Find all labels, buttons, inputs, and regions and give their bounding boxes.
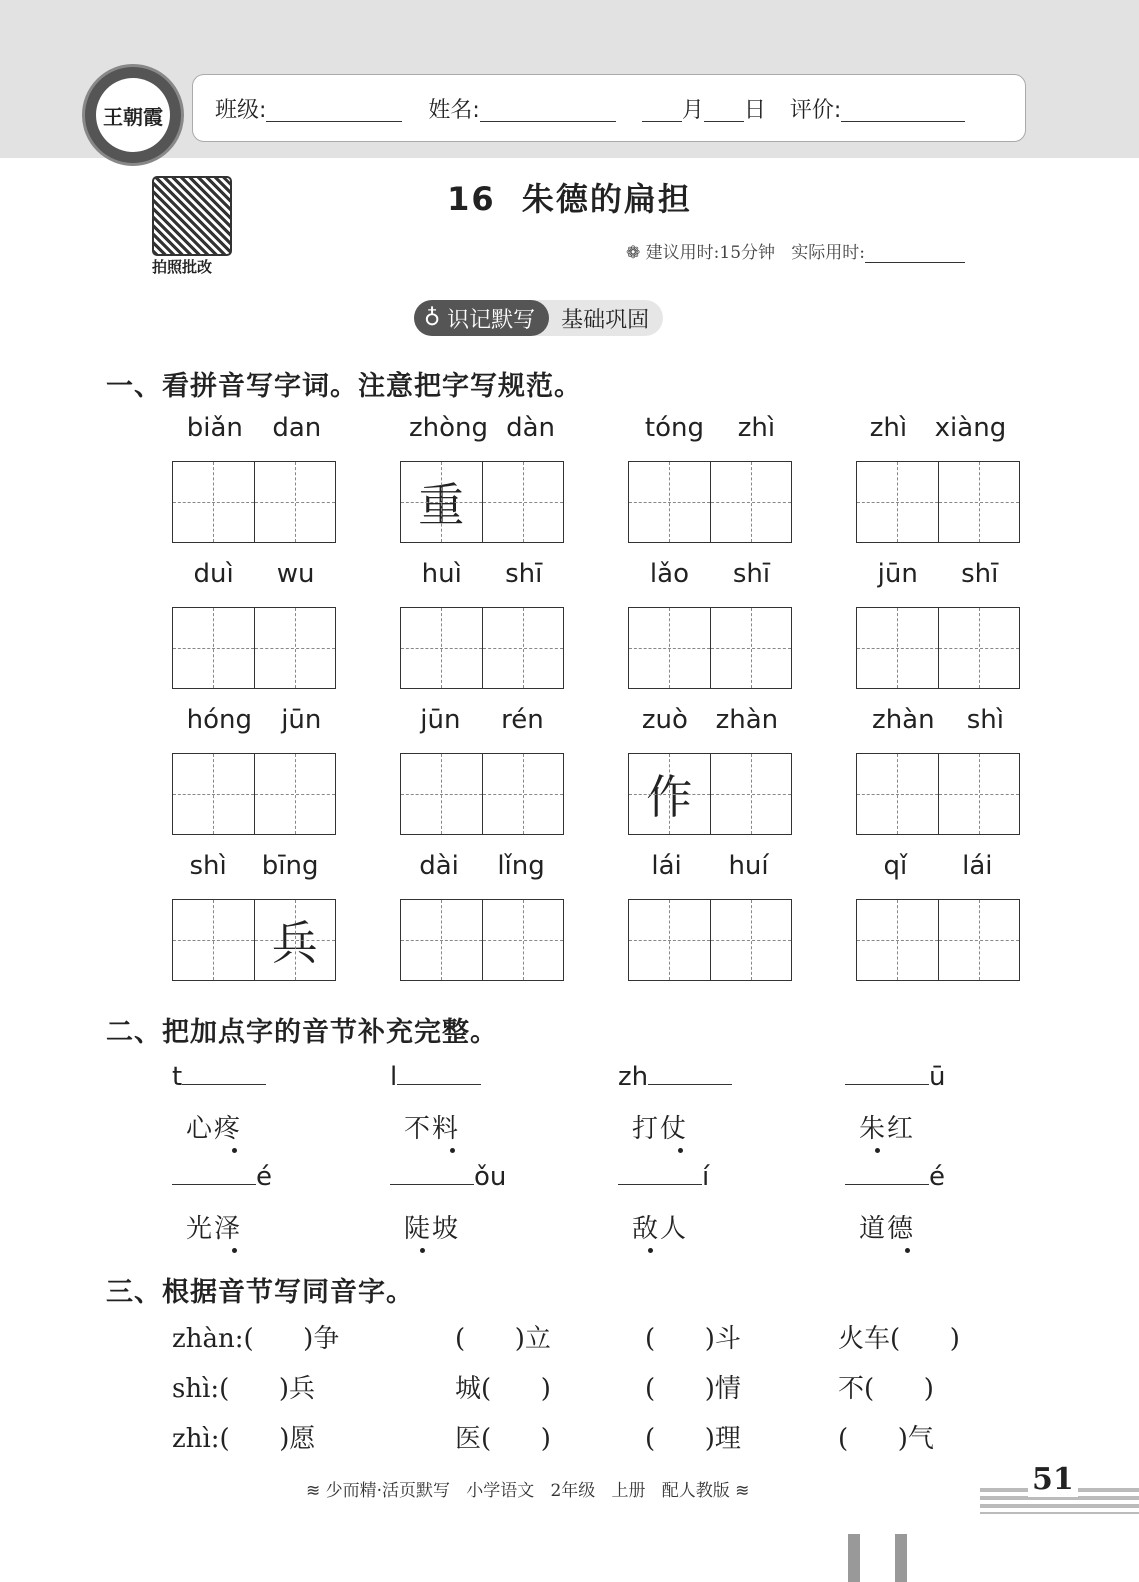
syllable-blank[interactable] bbox=[172, 1160, 272, 1192]
emphasis-dot bbox=[678, 1148, 683, 1153]
qr-label: 拍照批改 bbox=[152, 258, 213, 276]
day-field[interactable] bbox=[704, 95, 744, 122]
syllable-blank[interactable] bbox=[390, 1160, 506, 1192]
pinyin-syllable: bīng bbox=[261, 851, 319, 881]
syllable-blank[interactable] bbox=[172, 1060, 266, 1092]
syllable-suffix: ū bbox=[929, 1062, 946, 1092]
writing-grid bbox=[856, 461, 1020, 543]
writing-cell[interactable] bbox=[483, 608, 564, 688]
syllable-suffix: í bbox=[702, 1162, 710, 1192]
writing-cell[interactable] bbox=[401, 608, 483, 688]
name-label: 姓名: bbox=[428, 97, 480, 123]
emphasis-dot bbox=[232, 1248, 237, 1253]
grade-label: 评价: bbox=[789, 97, 842, 123]
pinyin bbox=[856, 851, 1020, 881]
writing-cell[interactable] bbox=[173, 900, 255, 980]
writing-grid bbox=[628, 753, 792, 835]
writing-grid bbox=[628, 607, 792, 689]
writing-cell[interactable] bbox=[857, 900, 939, 980]
section1-heading: 一、看拼音写字词。注意把字写规范。 bbox=[106, 371, 582, 402]
homophone-blank[interactable]: 城( ) bbox=[455, 1374, 551, 1404]
pinyin-syllable: huì bbox=[421, 559, 462, 589]
emphasis-dot bbox=[905, 1248, 910, 1253]
dotted-word: 陡坡 bbox=[404, 1214, 461, 1244]
pinyin-syllable: jūn bbox=[877, 559, 918, 589]
publisher-logo: 王朝霞 bbox=[82, 64, 184, 166]
homophone-blank[interactable]: zhì:( )愿 bbox=[172, 1424, 316, 1454]
syllable-prefix: t bbox=[172, 1062, 183, 1092]
blank-line[interactable] bbox=[172, 1160, 256, 1185]
month-field[interactable] bbox=[642, 95, 682, 122]
syllable-blank[interactable] bbox=[390, 1060, 481, 1092]
homophone-blank[interactable]: 不( ) bbox=[838, 1374, 934, 1404]
pinyin-syllable: jūn bbox=[420, 705, 461, 735]
homophone-blank[interactable]: zhàn:( )争 bbox=[172, 1324, 340, 1354]
clock-icon: ❁ bbox=[626, 243, 646, 263]
dotted-word: 打仗 bbox=[632, 1114, 689, 1144]
month-label: 月 bbox=[681, 97, 704, 123]
writing-grid bbox=[856, 753, 1020, 835]
pinyin-syllable: rén bbox=[501, 705, 544, 735]
pinyin-syllable: qǐ bbox=[883, 851, 908, 881]
writing-cell[interactable] bbox=[173, 754, 255, 834]
homophone-blank[interactable]: 医( ) bbox=[455, 1424, 551, 1454]
writing-grid bbox=[172, 899, 336, 981]
pinyin-syllable: shì bbox=[189, 851, 227, 881]
class-label: 班级: bbox=[215, 97, 267, 123]
writing-cell[interactable] bbox=[255, 462, 336, 542]
pinyin-syllable: shī bbox=[732, 559, 771, 589]
writing-cell[interactable]: 重 bbox=[401, 462, 483, 542]
pinyin-syllable: shì bbox=[966, 705, 1004, 735]
pinyin bbox=[628, 413, 792, 443]
pinyin bbox=[172, 851, 336, 881]
writing-grid bbox=[172, 461, 336, 543]
pinyin-syllable: lái bbox=[651, 851, 682, 881]
pinyin-syllable: zhì bbox=[737, 413, 776, 443]
page-number: 51 bbox=[1028, 1462, 1078, 1497]
writing-grid bbox=[856, 607, 1020, 689]
writing-cell[interactable] bbox=[173, 462, 255, 542]
pinyin-syllable: huí bbox=[728, 851, 769, 881]
homophone-blank[interactable]: ( )气 bbox=[838, 1424, 934, 1454]
writing-cell[interactable] bbox=[483, 754, 564, 834]
dotted-word: 敌人 bbox=[632, 1214, 689, 1244]
dotted-word: 光泽 bbox=[186, 1214, 243, 1244]
blank-line[interactable] bbox=[397, 1060, 481, 1085]
pinyin-syllable: duì bbox=[193, 559, 234, 589]
emphasis-dot bbox=[450, 1148, 455, 1153]
pinyin bbox=[400, 851, 564, 881]
actual-time-field[interactable] bbox=[865, 246, 965, 263]
writing-cell[interactable] bbox=[939, 608, 1020, 688]
pinyin bbox=[628, 851, 792, 881]
pinyin-syllable: dàn bbox=[506, 413, 555, 443]
writing-cell[interactable]: 兵 bbox=[255, 900, 336, 980]
syllable-suffix: é bbox=[929, 1162, 945, 1192]
homophone-blank[interactable]: ( )情 bbox=[645, 1374, 741, 1404]
writing-cell[interactable] bbox=[629, 608, 711, 688]
blank-line[interactable] bbox=[618, 1160, 702, 1185]
student-info-box bbox=[192, 74, 1026, 142]
homophone-blank[interactable]: shì:( )兵 bbox=[172, 1374, 316, 1404]
writing-cell[interactable] bbox=[711, 608, 792, 688]
writing-cell[interactable] bbox=[857, 608, 939, 688]
medal-icon: ♁ bbox=[424, 305, 448, 331]
page-title: 16 朱德的扁担 bbox=[447, 180, 692, 218]
blank-line[interactable] bbox=[182, 1060, 266, 1085]
pinyin-syllable: biǎn bbox=[186, 413, 243, 443]
writing-cell[interactable] bbox=[173, 608, 255, 688]
dotted-word: 不料 bbox=[404, 1114, 461, 1144]
day-label: 日 bbox=[743, 97, 766, 123]
actual-time-label: 实际用时: bbox=[791, 243, 865, 263]
dotted-word: 道德 bbox=[859, 1214, 916, 1244]
pinyin bbox=[172, 559, 336, 589]
pinyin bbox=[172, 413, 336, 443]
grade-field[interactable] bbox=[841, 95, 965, 122]
blank-line[interactable] bbox=[845, 1060, 929, 1085]
pinyin-syllable: xiàng bbox=[934, 413, 1007, 443]
pinyin-syllable: shī bbox=[961, 559, 999, 589]
writing-grid bbox=[400, 899, 564, 981]
pinyin bbox=[628, 705, 792, 735]
writing-grid bbox=[856, 899, 1020, 981]
writing-cell[interactable]: 作 bbox=[629, 754, 711, 834]
writing-grid bbox=[400, 607, 564, 689]
emphasis-dot bbox=[232, 1148, 237, 1153]
section2-heading: 二、把加点字的音节补充完整。 bbox=[106, 1017, 498, 1048]
blank-line[interactable] bbox=[648, 1060, 732, 1085]
syllable-prefix: l bbox=[390, 1062, 398, 1092]
pinyin-syllable: zuò bbox=[641, 705, 688, 735]
writing-cell[interactable] bbox=[857, 754, 939, 834]
section-badge bbox=[414, 300, 663, 336]
pinyin-syllable: zhòng bbox=[409, 413, 489, 443]
writing-grid bbox=[400, 461, 564, 543]
edge-mark bbox=[848, 1534, 860, 1582]
writing-grid bbox=[172, 753, 336, 835]
syllable-prefix: zh bbox=[618, 1062, 649, 1092]
edge-mark bbox=[895, 1534, 907, 1582]
syllable-suffix: ǒu bbox=[474, 1162, 507, 1192]
pinyin-syllable: lǎo bbox=[649, 559, 689, 589]
class-field[interactable] bbox=[266, 95, 402, 122]
badge-sub: 基础巩固 bbox=[561, 307, 650, 333]
pinyin-syllable: hóng bbox=[186, 705, 252, 735]
homophone-blank[interactable]: ( )斗 bbox=[645, 1324, 741, 1354]
emphasis-dot bbox=[420, 1248, 425, 1253]
writing-grid bbox=[400, 753, 564, 835]
dotted-word: 心疼 bbox=[186, 1114, 243, 1144]
writing-cell[interactable] bbox=[629, 462, 711, 542]
section3-heading: 三、根据音节写同音字。 bbox=[106, 1277, 414, 1308]
syllable-blank[interactable] bbox=[845, 1060, 945, 1092]
writing-grid bbox=[628, 461, 792, 543]
pinyin bbox=[400, 413, 564, 443]
writing-cell[interactable] bbox=[939, 900, 1020, 980]
writing-cell[interactable] bbox=[401, 754, 483, 834]
writing-grid bbox=[172, 607, 336, 689]
pinyin-syllable: lái bbox=[962, 851, 993, 881]
pinyin-syllable: zhàn bbox=[872, 705, 935, 735]
pinyin bbox=[400, 559, 564, 589]
pinyin-syllable: tóng bbox=[644, 413, 704, 443]
writing-cell[interactable] bbox=[711, 754, 792, 834]
pinyin-syllable: dài bbox=[419, 851, 459, 881]
pinyin-syllable: wu bbox=[276, 559, 315, 589]
homophone-blank[interactable]: ( )立 bbox=[455, 1324, 551, 1354]
pinyin-syllable: zhì bbox=[869, 413, 908, 443]
pinyin-syllable: lǐng bbox=[497, 851, 545, 881]
syllable-suffix: é bbox=[256, 1162, 272, 1192]
homophone-blank[interactable]: ( )理 bbox=[645, 1424, 741, 1454]
pinyin-syllable: shī bbox=[505, 559, 543, 589]
writing-cell[interactable] bbox=[711, 462, 792, 542]
name-field[interactable] bbox=[480, 95, 616, 122]
suggested-time: 建议用时:15分钟 bbox=[645, 243, 776, 263]
syllable-blank[interactable] bbox=[618, 1160, 709, 1192]
pinyin bbox=[856, 705, 1020, 735]
dotted-word: 朱红 bbox=[859, 1114, 916, 1144]
writing-cell[interactable] bbox=[939, 462, 1020, 542]
pinyin-syllable: jūn bbox=[281, 705, 322, 735]
writing-cell[interactable] bbox=[857, 462, 939, 542]
badge-main: 识记默写 bbox=[447, 307, 536, 333]
writing-cell[interactable] bbox=[255, 608, 336, 688]
homophone-blank[interactable]: 火车( ) bbox=[838, 1324, 960, 1354]
syllable-blank[interactable] bbox=[845, 1160, 945, 1192]
footer-text: ≋ 少而精·活页默写 小学语文 2年级 上册 配人教版 ≋ bbox=[306, 1481, 750, 1501]
pinyin-syllable: zhàn bbox=[715, 705, 779, 735]
time-info bbox=[626, 238, 965, 263]
writing-cell[interactable] bbox=[401, 900, 483, 980]
writing-cell[interactable] bbox=[711, 900, 792, 980]
blank-line[interactable] bbox=[845, 1160, 929, 1185]
writing-cell[interactable] bbox=[483, 900, 564, 980]
pinyin-syllable: dan bbox=[272, 413, 322, 443]
pinyin bbox=[856, 413, 1020, 443]
writing-cell[interactable] bbox=[939, 754, 1020, 834]
writing-cell[interactable] bbox=[629, 900, 711, 980]
pinyin bbox=[400, 705, 564, 735]
emphasis-dot bbox=[648, 1248, 653, 1253]
writing-grid bbox=[628, 899, 792, 981]
pinyin bbox=[172, 705, 336, 735]
pinyin bbox=[856, 559, 1020, 589]
pinyin bbox=[628, 559, 792, 589]
syllable-blank[interactable] bbox=[618, 1060, 732, 1092]
writing-cell[interactable] bbox=[483, 462, 564, 542]
emphasis-dot bbox=[875, 1148, 880, 1153]
writing-cell[interactable] bbox=[255, 754, 336, 834]
blank-line[interactable] bbox=[390, 1160, 474, 1185]
